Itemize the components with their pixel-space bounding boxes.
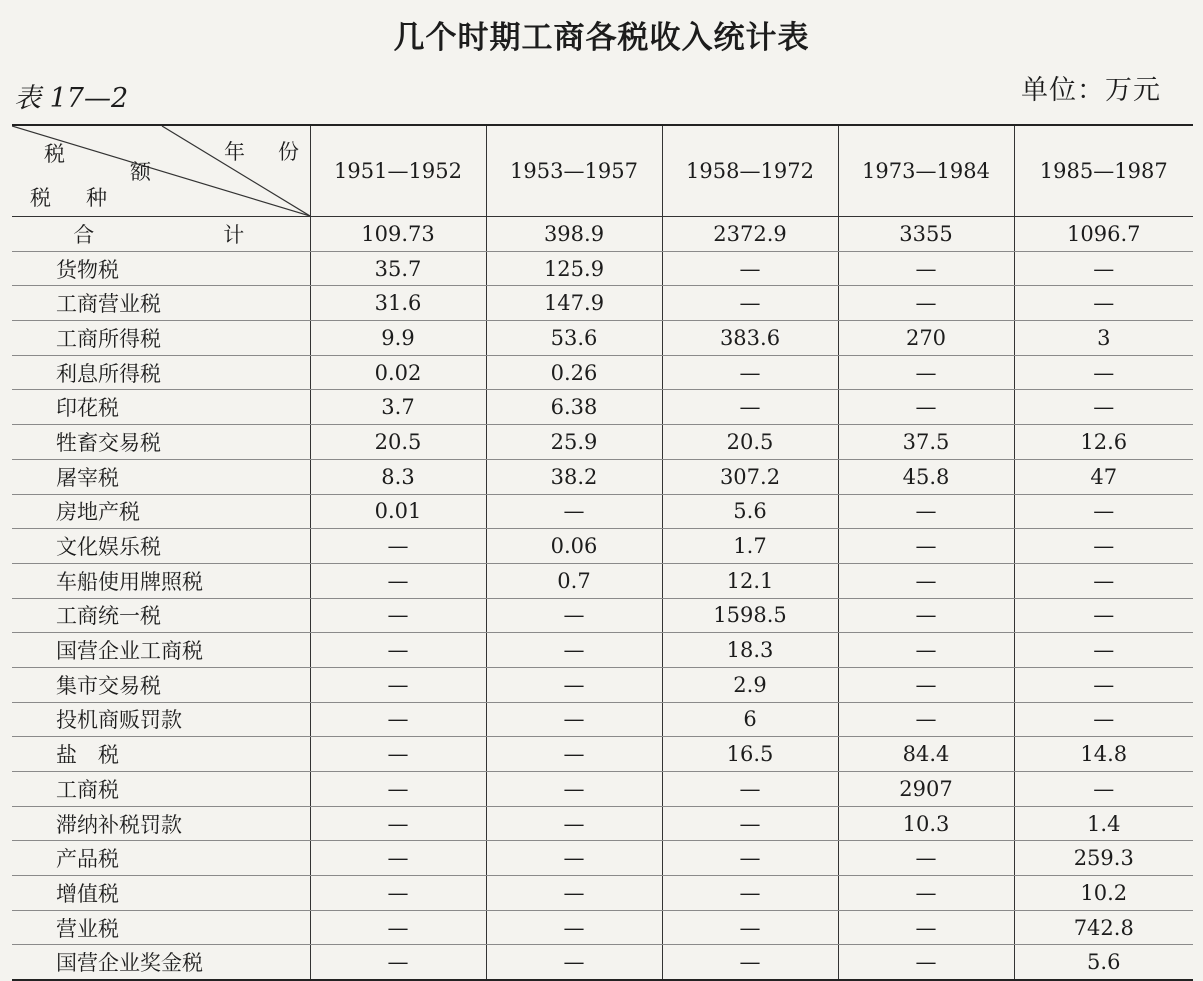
amount-cell: — — [662, 251, 838, 286]
amount-cell: 12.1 — [662, 563, 838, 598]
amount-cell: 2.9 — [662, 667, 838, 702]
amount-cell: — — [310, 702, 486, 737]
amount-cell: 109.73 — [310, 217, 486, 252]
amount-cell: — — [662, 772, 838, 807]
table-row — [12, 737, 1193, 772]
amount-cell: — — [662, 286, 838, 321]
amount-cell: — — [662, 355, 838, 390]
amount-cell: 20.5 — [310, 425, 486, 460]
amount-cell: 0.01 — [310, 494, 486, 529]
amount-cell: — — [1014, 390, 1193, 425]
tax-type-cell: 文化娱乐税 — [12, 529, 310, 564]
corner-label-tax-bottom-2: 种 — [86, 186, 107, 210]
amount-cell: 307.2 — [662, 459, 838, 494]
amount-cell: 45.8 — [838, 459, 1014, 494]
amount-cell: — — [662, 806, 838, 841]
amount-cell: — — [838, 702, 1014, 737]
amount-cell: 398.9 — [486, 217, 662, 252]
amount-cell: — — [838, 529, 1014, 564]
amount-cell: — — [1014, 563, 1193, 598]
amount-cell: — — [486, 772, 662, 807]
amount-cell: — — [1014, 529, 1193, 564]
tax-type-cell: 车船使用牌照税 — [12, 563, 310, 598]
tax-type-cell: 印花税 — [12, 390, 310, 425]
tax-revenue-table — [12, 124, 1193, 981]
amount-cell: — — [838, 598, 1014, 633]
amount-cell: — — [486, 494, 662, 529]
corner-label-tax-top: 税 — [44, 142, 65, 166]
amount-cell: 14.8 — [1014, 737, 1193, 772]
table-row — [12, 598, 1193, 633]
amount-cell: 18.3 — [662, 633, 838, 668]
amount-cell: 1.7 — [662, 529, 838, 564]
table-row — [12, 806, 1193, 841]
tax-type-cell: 工商统一税 — [12, 598, 310, 633]
table-row — [12, 321, 1193, 356]
tax-type-cell: 工商所得税 — [12, 321, 310, 356]
amount-cell: — — [1014, 598, 1193, 633]
tax-type-cell: 集市交易税 — [12, 667, 310, 702]
table-row — [12, 459, 1193, 494]
amount-cell: — — [310, 563, 486, 598]
tax-type-cell: 国营企业奖金税 — [56, 951, 203, 976]
table-row — [12, 494, 1193, 529]
amount-cell: 35.7 — [310, 251, 486, 286]
table-row — [12, 945, 1193, 980]
amount-cell: — — [1014, 772, 1193, 807]
table-body — [12, 217, 1193, 981]
corner-label-amount: 额 — [130, 160, 151, 184]
table-row — [12, 563, 1193, 598]
amount-cell: 5.6 — [1014, 945, 1193, 980]
amount-cell: — — [1014, 251, 1193, 286]
amount-cell: — — [1014, 633, 1193, 668]
amount-cell: — — [838, 841, 1014, 876]
tax-type-cell: 投机商贩罚款 — [12, 702, 310, 737]
amount-cell: — — [838, 633, 1014, 668]
amount-cell: — — [838, 251, 1014, 286]
amount-cell: 270 — [838, 321, 1014, 356]
amount-cell: — — [838, 667, 1014, 702]
amount-cell: 6.38 — [486, 390, 662, 425]
amount-cell: 1.4 — [1014, 806, 1193, 841]
amount-cell: 3.7 — [310, 390, 486, 425]
amount-cell: — — [838, 355, 1014, 390]
table-header-row — [12, 125, 1193, 217]
amount-cell: — — [486, 633, 662, 668]
table-row — [12, 355, 1193, 390]
period-header: 1951—1952 — [310, 125, 486, 217]
amount-cell: — — [310, 529, 486, 564]
amount-cell: — — [662, 841, 838, 876]
amount-cell: 6 — [662, 702, 838, 737]
period-header: 1953—1957 — [486, 125, 662, 217]
amount-cell: — — [486, 910, 662, 945]
amount-cell: 0.7 — [486, 563, 662, 598]
table-number: 表 17—2 — [14, 83, 129, 114]
diagonal-header-cell — [12, 125, 310, 217]
amount-cell: 31.6 — [310, 286, 486, 321]
table-row — [12, 529, 1193, 564]
amount-cell: 12.6 — [1014, 425, 1193, 460]
total-row — [12, 217, 1193, 252]
amount-cell: 53.6 — [486, 321, 662, 356]
table-row — [12, 772, 1193, 807]
amount-cell: 25.9 — [486, 425, 662, 460]
amount-cell: — — [838, 876, 1014, 911]
table-row — [12, 910, 1193, 945]
amount-cell: — — [662, 910, 838, 945]
table-row — [12, 876, 1193, 911]
amount-cell: — — [486, 806, 662, 841]
amount-cell: 1096.7 — [1014, 217, 1193, 252]
amount-cell: — — [486, 945, 662, 980]
table-row — [12, 286, 1193, 321]
amount-cell: 3355 — [838, 217, 1014, 252]
amount-cell: — — [662, 945, 838, 980]
amount-cell: 47 — [1014, 459, 1193, 494]
tax-type-cell: 增值税 — [12, 876, 310, 911]
tax-type-cell: 滞纳补税罚款 — [12, 806, 310, 841]
amount-cell: — — [310, 633, 486, 668]
tax-type-cell: 工商营业税 — [12, 286, 310, 321]
amount-cell: — — [838, 286, 1014, 321]
amount-cell: — — [1014, 286, 1193, 321]
tax-type-cell: 产品税 — [12, 841, 310, 876]
amount-cell: — — [486, 737, 662, 772]
amount-cell: — — [310, 667, 486, 702]
amount-cell: — — [838, 390, 1014, 425]
amount-cell: 9.9 — [310, 321, 486, 356]
table-row — [12, 251, 1193, 286]
tax-type-cell: 屠宰税 — [12, 459, 310, 494]
amount-cell: 147.9 — [486, 286, 662, 321]
page-title: 几个时期工商各税收入统计表 — [393, 20, 810, 56]
amount-cell: — — [310, 841, 486, 876]
amount-cell: 38.2 — [486, 459, 662, 494]
corner-label-year-1: 年 — [224, 140, 245, 164]
amount-cell: — — [662, 390, 838, 425]
amount-cell: 742.8 — [1014, 910, 1193, 945]
amount-cell: — — [838, 494, 1014, 529]
amount-cell: — — [486, 841, 662, 876]
tax-type-cell: 牲畜交易税 — [12, 425, 310, 460]
corner-label-year-2: 份 — [278, 140, 299, 164]
table-row — [12, 633, 1193, 668]
amount-cell: 10.3 — [838, 806, 1014, 841]
amount-cell: — — [838, 563, 1014, 598]
unit-label: 单位：万元 — [1021, 75, 1161, 106]
table-row — [12, 667, 1193, 702]
amount-cell: — — [662, 876, 838, 911]
amount-cell: 20.5 — [662, 425, 838, 460]
amount-cell: — — [310, 910, 486, 945]
tax-type-cell: 合 计 — [12, 217, 310, 252]
amount-cell: 125.9 — [486, 251, 662, 286]
period-header: 1958—1972 — [662, 125, 838, 217]
tax-type-cell: 工商税 — [12, 772, 310, 807]
amount-cell: — — [1014, 702, 1193, 737]
amount-cell: — — [838, 945, 1014, 980]
amount-cell: 84.4 — [838, 737, 1014, 772]
amount-cell: — — [310, 945, 486, 980]
period-header: 1973—1984 — [838, 125, 1014, 217]
tax-type-cell: 房地产税 — [12, 494, 310, 529]
table-row — [12, 390, 1193, 425]
corner-label-tax-bottom-1: 税 — [30, 186, 51, 210]
amount-cell: — — [310, 598, 486, 633]
amount-cell: — — [486, 876, 662, 911]
amount-cell: — — [1014, 494, 1193, 529]
amount-cell: 259.3 — [1014, 841, 1193, 876]
tax-type-cell: 国营企业工商税 — [12, 633, 310, 668]
amount-cell: — — [1014, 355, 1193, 390]
amount-cell: 2372.9 — [662, 217, 838, 252]
amount-cell: 2907 — [838, 772, 1014, 807]
tax-type-cell: 利息所得税 — [12, 355, 310, 390]
amount-cell: — — [1014, 667, 1193, 702]
amount-cell: 10.2 — [1014, 876, 1193, 911]
amount-cell: 5.6 — [662, 494, 838, 529]
period-header: 1985—1987 — [1014, 125, 1193, 217]
amount-cell: 0.02 — [310, 355, 486, 390]
table-row — [12, 841, 1193, 876]
amount-cell: 3 — [1014, 321, 1193, 356]
table-row — [12, 425, 1193, 460]
amount-cell: — — [310, 737, 486, 772]
tax-type-cell: 营业税 — [12, 910, 310, 945]
amount-cell: — — [486, 702, 662, 737]
amount-cell: 0.06 — [486, 529, 662, 564]
amount-cell: — — [486, 667, 662, 702]
amount-cell: — — [310, 806, 486, 841]
amount-cell: 37.5 — [838, 425, 1014, 460]
amount-cell: — — [310, 772, 486, 807]
amount-cell: 1598.5 — [662, 598, 838, 633]
tax-type-cell: 货物税 — [12, 251, 310, 286]
amount-cell: 16.5 — [662, 737, 838, 772]
amount-cell: 383.6 — [662, 321, 838, 356]
tax-type-cell: 盐 税 — [12, 737, 310, 772]
amount-cell: — — [310, 876, 486, 911]
amount-cell: — — [838, 910, 1014, 945]
amount-cell: 8.3 — [310, 459, 486, 494]
table-row — [12, 702, 1193, 737]
amount-cell: 0.26 — [486, 355, 662, 390]
amount-cell: — — [486, 598, 662, 633]
